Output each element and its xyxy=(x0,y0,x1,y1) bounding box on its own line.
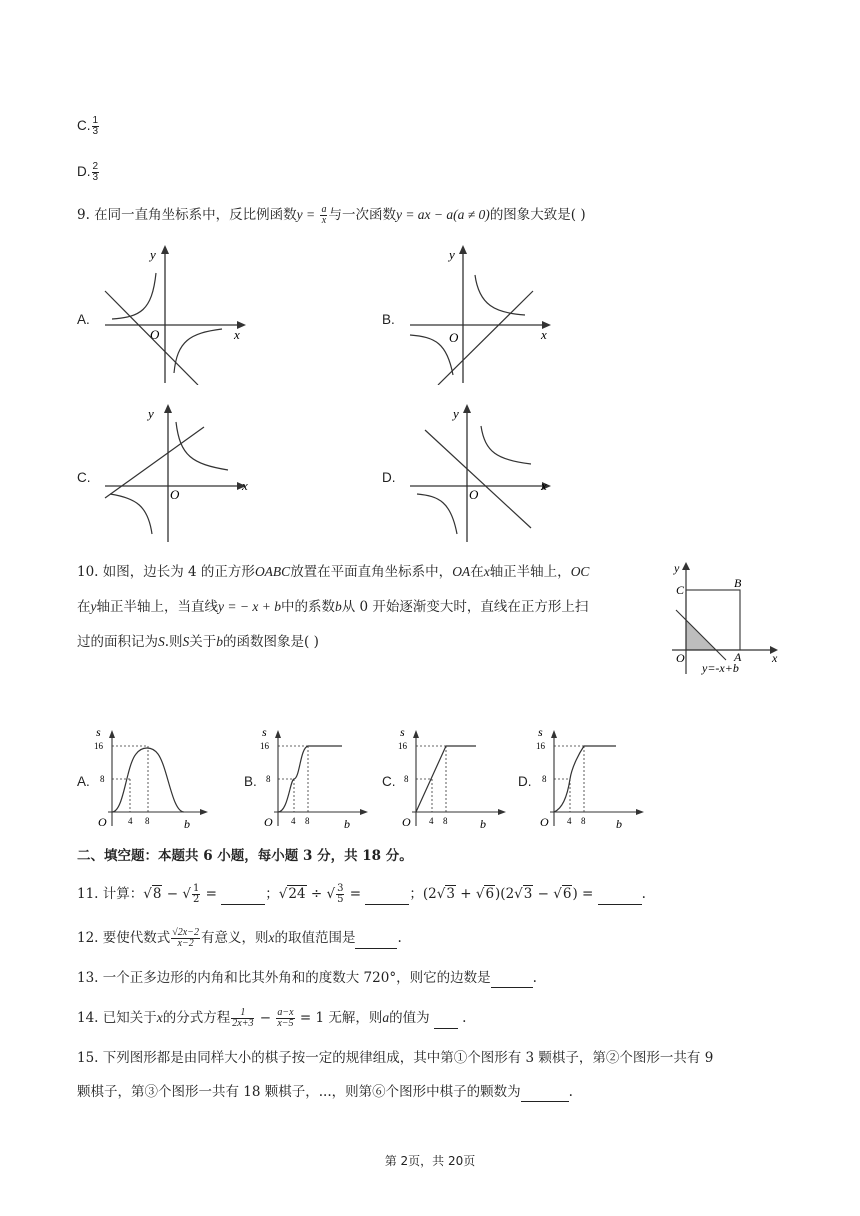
q9-option-d-label: D. xyxy=(382,470,396,485)
graph-o: O xyxy=(402,815,411,829)
q8-option-c-label: C. xyxy=(77,118,91,134)
q12-c: 的取值范围是 xyxy=(274,930,356,946)
frac-den: 2 xyxy=(192,894,200,905)
q11-blank-1[interactable] xyxy=(221,890,265,905)
q11-half xyxy=(192,884,200,905)
q11-sep: ； xyxy=(265,886,279,902)
q10-square-figure xyxy=(664,558,784,678)
q10-l2c: 中的系数 xyxy=(280,599,335,615)
axis-x-label: x xyxy=(234,327,240,342)
q10-l3c: 关于 xyxy=(189,634,217,650)
q10-option-a-label: A. xyxy=(77,774,90,789)
q14-a: 14. 已知关于 xyxy=(77,1010,157,1026)
frac-den: 2x+3 xyxy=(232,1018,254,1029)
q14-x: x xyxy=(156,1010,163,1025)
frac-den: 5 xyxy=(337,894,344,905)
graph-8: 8 xyxy=(266,774,271,784)
graph-4: 4 xyxy=(429,816,434,826)
frac-num: a−x xyxy=(277,1007,294,1018)
graph-4: 4 xyxy=(567,816,572,826)
graph-o: O xyxy=(540,815,549,829)
q10-l1b: 放置在平面直角坐标系中， xyxy=(290,564,453,580)
q15-blank[interactable] xyxy=(521,1087,569,1102)
frac-den: x−5 xyxy=(277,1018,294,1029)
q11-three-fifths xyxy=(336,884,344,905)
q14-c: = 1 无解，则 xyxy=(295,1010,383,1026)
q12-end: . xyxy=(397,930,402,946)
q11-plus: + xyxy=(455,886,476,902)
q14-blank[interactable] xyxy=(434,1014,458,1029)
frac-num: 1 xyxy=(231,1008,254,1019)
q8-option-c xyxy=(77,116,100,137)
graph-b: b xyxy=(480,817,486,831)
q11-r24: 24 xyxy=(288,886,306,902)
graph-b: b xyxy=(344,817,350,831)
q10-option-d-label: D. xyxy=(518,774,532,789)
frac-num: √2x−2 xyxy=(172,927,199,938)
graph-s: s xyxy=(400,726,405,739)
q11-end: . xyxy=(641,886,646,902)
q9-graph-b xyxy=(405,243,555,385)
q11-r6: 6 xyxy=(485,886,495,902)
q10-l3b: .则 xyxy=(164,634,183,650)
fig-a: A xyxy=(734,650,742,664)
page-footer: 第 2页，共 20页 xyxy=(384,1154,476,1168)
q11-minus: − xyxy=(162,886,183,902)
frac-num: 1 xyxy=(192,883,200,894)
q8-option-d-fraction xyxy=(92,162,100,183)
graph-8: 8 xyxy=(404,774,409,784)
q14-b: 的分式方程 xyxy=(162,1010,231,1026)
frac-num: 1 xyxy=(92,115,99,126)
q11-p2: )(2 xyxy=(495,886,515,902)
q10-s2: S xyxy=(182,634,190,649)
q14 xyxy=(77,1008,466,1029)
q10-oa: OA xyxy=(452,564,471,579)
q10-l2a: 在 xyxy=(77,599,91,615)
q8-option-d xyxy=(77,162,100,183)
frac-den: x xyxy=(321,215,327,226)
graph-4: 4 xyxy=(291,816,296,826)
q11-label: 11. 计算： xyxy=(77,886,144,902)
q9-option-a-label: A. xyxy=(77,312,90,327)
q15-line1: 15. 下列图形都是由同样大小的棋子按一定的规律组成，其中第①个图形有 3 颗棋子，第②个图形一共有 9 xyxy=(77,1050,714,1066)
q10-line-eq: y = − x + b xyxy=(218,599,281,614)
graph-16: 16 xyxy=(398,741,407,751)
graph-8x: 8 xyxy=(581,816,586,826)
graph-b: b xyxy=(616,817,622,831)
q11-p1: (2 xyxy=(422,886,437,902)
q13-blank[interactable] xyxy=(491,973,533,988)
axis-x-label: x xyxy=(541,478,547,493)
graph-8x: 8 xyxy=(443,816,448,826)
frac-num: a xyxy=(321,204,327,215)
graph-o: O xyxy=(98,815,107,829)
graph-16: 16 xyxy=(94,741,103,751)
graph-s: s xyxy=(538,726,543,739)
q14-a-var: a xyxy=(382,1010,390,1025)
q11-r8: 8 xyxy=(152,886,162,902)
q9-expr: y = ax − a(a ≠ 0) xyxy=(395,207,490,222)
q10-l3d: 的函数图象是( ) xyxy=(223,634,319,650)
graph-4: 4 xyxy=(128,816,133,826)
axis-y-label: y xyxy=(449,247,455,262)
q11: 11. 计算：√8 − √ $\frac{1}{2}$ = ；√24 ÷ √ $\frac{3}{5}$ = ；(2√3 + √6)(2√3 − √6) = . xyxy=(77,883,646,905)
frac-num: 3 xyxy=(337,883,344,894)
q14-d: 的值为 xyxy=(389,1010,430,1026)
q11-eq2: = xyxy=(345,886,366,902)
q13-end: . xyxy=(532,970,537,986)
q10-b: b xyxy=(334,599,342,614)
q13 xyxy=(77,968,537,988)
axis-x-label: x xyxy=(541,327,547,342)
q14-frac2 xyxy=(276,1008,294,1029)
q9-graph-a xyxy=(100,243,250,385)
q14-end: . xyxy=(462,1010,467,1026)
frac-num: 2 xyxy=(92,161,99,172)
q8-option-c-fraction xyxy=(92,116,100,137)
graph-16: 16 xyxy=(536,741,545,751)
graph-16: 16 xyxy=(260,741,269,751)
q10-s: S xyxy=(158,634,165,649)
q11-sep2: ； xyxy=(409,886,423,902)
q10-option-c-label: C. xyxy=(382,774,396,789)
graph-s: s xyxy=(262,726,267,739)
origin-label: O xyxy=(150,327,160,342)
frac-den: x−2 xyxy=(177,938,194,949)
graph-o: O xyxy=(264,815,273,829)
q10-l2b: 轴正半轴上，当直线 xyxy=(96,599,218,615)
q10-line3 xyxy=(77,632,319,652)
q9-graph-d xyxy=(405,402,555,544)
q10-oc: OC xyxy=(570,564,590,579)
q10-y: y xyxy=(90,599,97,614)
frac-den: 3 xyxy=(92,126,99,137)
origin-label: O xyxy=(170,487,180,502)
q11-blank-3[interactable] xyxy=(598,890,642,905)
q10-l2d: 从 0 开始逐渐变大时，直线在正方形上扫 xyxy=(341,599,589,615)
q13-text: 13. 一个正多边形的内角和比其外角和的度数大 720°，则它的边数是 xyxy=(77,970,491,986)
fig-eq: y=-x+b xyxy=(702,661,739,675)
q14-frac1 xyxy=(231,1008,254,1029)
q10-graph-a xyxy=(92,726,210,834)
q11-p3: ) xyxy=(572,886,578,902)
q15-line2 xyxy=(77,1082,573,1102)
q9-stem-c: 的图象大致是( ) xyxy=(489,207,586,223)
q10-l3a: 过的面积记为 xyxy=(77,634,158,650)
q9-stem-b: 与一次函数 xyxy=(328,207,396,223)
graph-8: 8 xyxy=(100,774,105,784)
axis-y-label: y xyxy=(150,247,156,262)
q10-x: x xyxy=(483,564,490,579)
q11-div: ÷ xyxy=(306,886,327,902)
frac-den: 3 xyxy=(92,172,99,183)
q11-minus2: − xyxy=(533,886,554,902)
q12-blank[interactable] xyxy=(355,934,397,949)
graph-s: s xyxy=(96,726,101,739)
q12-b: 有意义，则 xyxy=(200,930,269,946)
q11-r3b: 3 xyxy=(523,886,533,902)
q10-option-b-label: B. xyxy=(244,774,257,789)
q11-eq: = xyxy=(201,886,222,902)
q10-graph-c xyxy=(396,726,506,834)
origin-label: O xyxy=(469,487,479,502)
q10-b2: b xyxy=(216,634,224,649)
graph-8x: 8 xyxy=(145,816,150,826)
q11-blank-2[interactable] xyxy=(365,890,409,905)
axis-y-label: y xyxy=(148,406,154,421)
fig-x: x xyxy=(772,651,778,665)
q12-a: 12. 要使代数式 xyxy=(77,930,171,946)
graph-8: 8 xyxy=(542,774,547,784)
q9-y-eq: y = xyxy=(296,207,316,222)
q10-l1c: 在 xyxy=(470,564,484,580)
q12 xyxy=(77,928,402,949)
graph-8x: 8 xyxy=(305,816,310,826)
q9-stem xyxy=(77,205,586,226)
q15-end: . xyxy=(568,1084,573,1100)
q9-option-b-label: B. xyxy=(382,312,395,327)
q15-l2: 颗棋子，第③个图形一共有 18 颗棋子，...，则第⑥个图形中棋子的颗数为 xyxy=(77,1084,521,1100)
graph-b: b xyxy=(184,817,190,831)
fig-y: y xyxy=(674,561,680,575)
q9-option-c-label: C. xyxy=(77,470,91,485)
q11-r3: 3 xyxy=(446,886,455,902)
q11-eq3: = xyxy=(577,886,598,902)
q11-r6b: 6 xyxy=(562,886,572,902)
q12-fraction xyxy=(171,928,200,949)
q10-line1 xyxy=(77,562,589,582)
q8-option-d-label: D. xyxy=(77,164,91,180)
fig-b: B xyxy=(734,576,742,590)
section-heading: 二、填空题：本题共 6 小题，每小题 3 分，共 18 分。 xyxy=(77,848,413,864)
fig-o: O xyxy=(676,651,685,665)
q14-minus: − xyxy=(255,1010,276,1026)
q12-x: x xyxy=(268,930,275,945)
axis-x-label: x xyxy=(242,478,248,493)
q10-line2 xyxy=(77,597,588,617)
q10-graph-b xyxy=(258,726,368,834)
q10-l1d: 轴正半轴上， xyxy=(489,564,571,580)
q10-oabc: OABC xyxy=(254,564,291,579)
axis-y-label: y xyxy=(453,406,459,421)
q9-graph-c xyxy=(100,402,250,544)
q10-graph-d xyxy=(534,726,644,834)
q9-stem-a: 9. 在同一直角坐标系中，反比例函数 xyxy=(77,207,297,223)
q9-fraction xyxy=(320,205,327,226)
origin-label: O xyxy=(449,330,459,345)
fig-c: C xyxy=(676,583,685,597)
q10-l1a: 10. 如图，边长为 4 的正方形 xyxy=(77,564,255,580)
